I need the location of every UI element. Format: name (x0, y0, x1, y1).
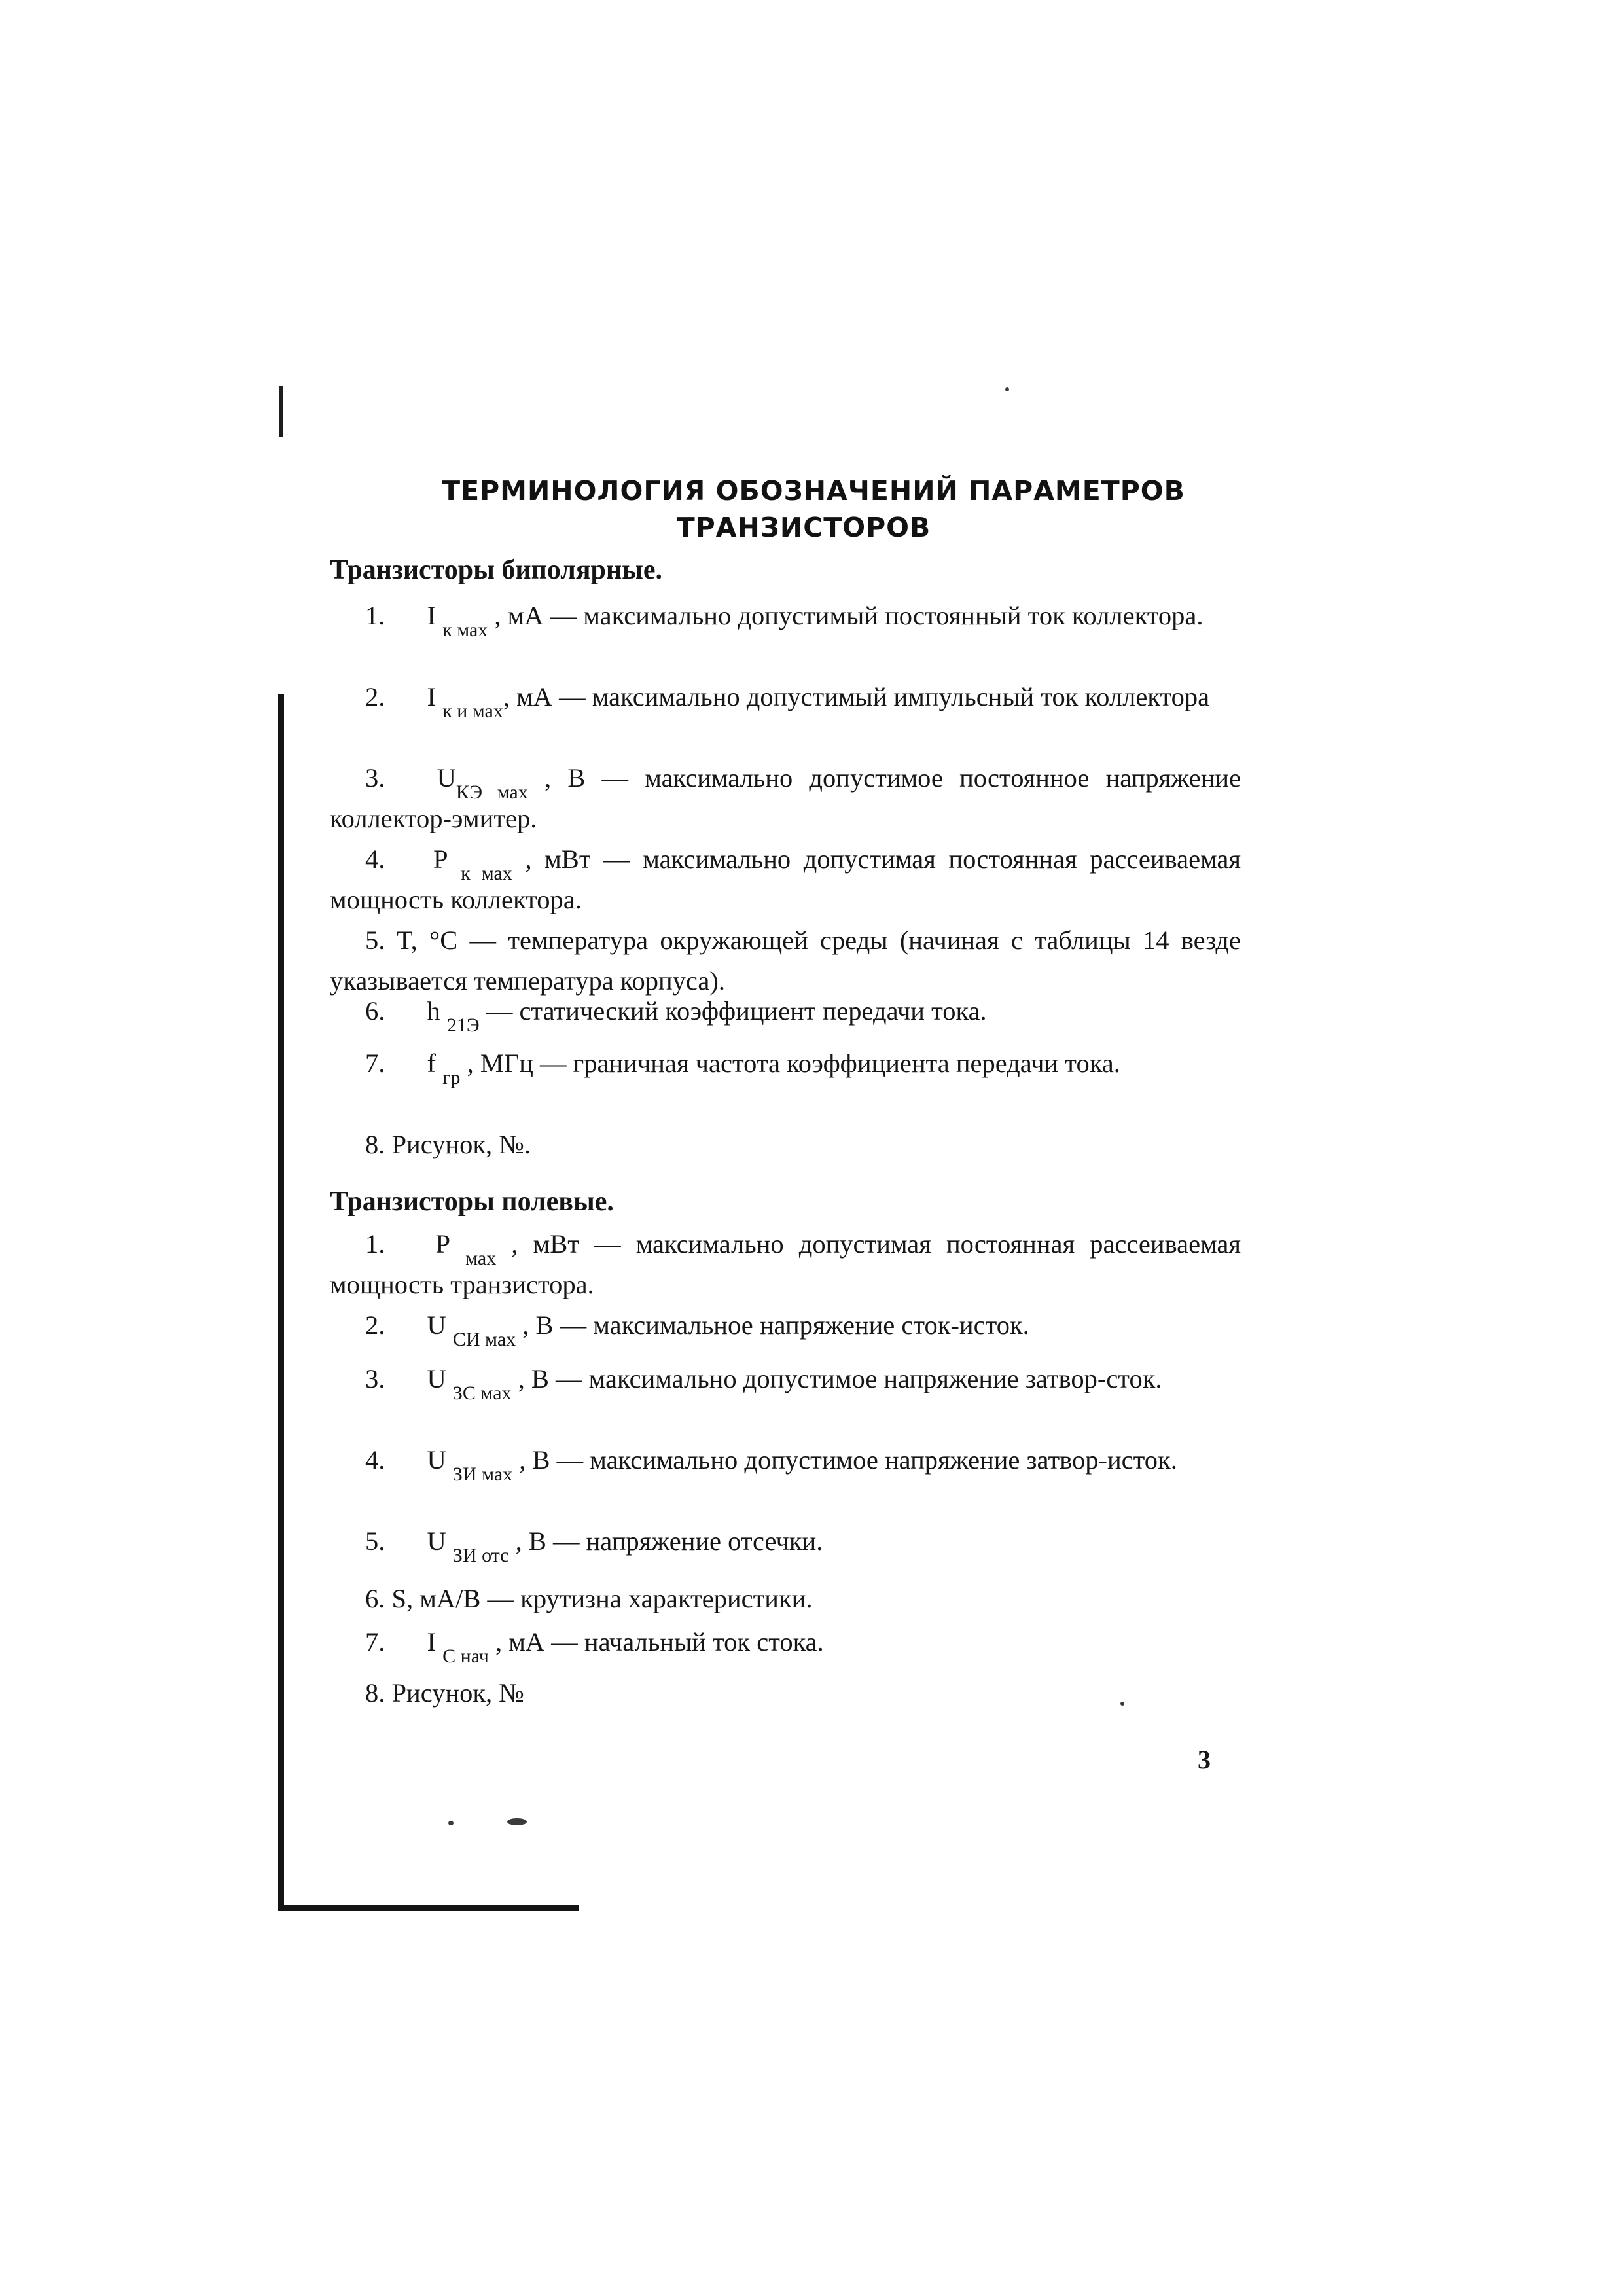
param-symbol: U (427, 1526, 446, 1556)
bipolar-item-5 (330, 920, 1241, 1001)
param-symbol: U (427, 1364, 446, 1393)
item-number: 5. (365, 925, 385, 955)
param-description: , В — максимально допустимое напряжение затвор-исток. (519, 1445, 1177, 1475)
param-description: , В — максимально допустимое напряжение затвор-сток. (518, 1364, 1162, 1393)
scan-speck (1005, 387, 1009, 391)
bipolar-item-1 (330, 596, 1241, 641)
item-number: 8. (365, 1130, 385, 1159)
field-item-6 (330, 1579, 1241, 1619)
param-description: , МГц — граничная частота коэффициента передачи тока. (467, 1049, 1120, 1078)
item-number: 1. (365, 601, 385, 630)
param-subscript: к мах (461, 863, 512, 884)
param-description: , мА — максимально допустимый постоянный ток коллектора. (494, 601, 1204, 630)
title-line-2: ТРАНЗИСТОРОВ (676, 512, 931, 543)
scan-speck (507, 1818, 527, 1825)
param-subscript: С нач (442, 1645, 489, 1667)
scan-speck (448, 1821, 454, 1825)
item-number: 4. (365, 844, 385, 874)
param-subscript: 21Э (446, 1014, 480, 1036)
param-subscript: КЭ мах (455, 781, 528, 803)
param-description: , В — напряжение отсечки. (515, 1526, 823, 1556)
param-description: , мА — начальный ток стока. (495, 1627, 824, 1657)
item-number: 3. (365, 763, 385, 793)
param-subscript: ЗИ мах (452, 1463, 513, 1485)
param-symbol: h (427, 996, 440, 1026)
item-number: 6. (365, 1584, 385, 1613)
param-description: Рисунок, №. (391, 1130, 531, 1159)
item-number: 4. (365, 1445, 385, 1475)
item-number: 2. (365, 1310, 385, 1340)
bipolar-item-7 (330, 1043, 1241, 1088)
param-symbol: I (427, 682, 436, 711)
param-symbol: f (427, 1049, 436, 1078)
bipolar-item-3 (330, 758, 1241, 839)
field-item-4 (330, 1440, 1241, 1485)
param-symbol: I (427, 601, 436, 630)
item-number: 3. (365, 1364, 385, 1393)
param-symbol: P (433, 844, 448, 874)
field-item-8 (330, 1673, 1241, 1713)
bipolar-item-6 (330, 991, 1241, 1036)
binding-mark-top (279, 386, 283, 437)
param-description: , мА — максимально допустимый импульсный ток коллектора (503, 682, 1210, 711)
bipolar-item-2 (330, 677, 1241, 722)
item-number: 8. (365, 1678, 385, 1708)
param-description: — статический коэффициент передачи тока. (486, 996, 987, 1026)
param-symbol: P (435, 1229, 451, 1259)
field-item-2 (330, 1305, 1241, 1350)
param-description: Рисунок, № (391, 1678, 524, 1708)
param-symbol: U (427, 1310, 446, 1340)
section-heading-bipolar: Транзисторы биполярные. (330, 555, 663, 585)
param-subscript: к мах (442, 619, 488, 641)
param-description: , В — максимальное напряжение сток-исток. (522, 1310, 1029, 1340)
item-number: 5. (365, 1526, 385, 1556)
item-number: 6. (365, 996, 385, 1026)
param-subscript: гр (442, 1067, 461, 1088)
page-number: 3 (1198, 1745, 1211, 1774)
param-subscript: СИ мах (452, 1329, 516, 1350)
bipolar-item-4 (330, 839, 1241, 920)
bipolar-item-8 (330, 1124, 1241, 1165)
field-item-1 (330, 1224, 1241, 1305)
item-number: 1. (365, 1229, 385, 1259)
title-line-1: ТЕРМИНОЛОГИЯ ОБОЗНАЧЕНИЙ ПАРАМЕТРОВ (442, 475, 1185, 507)
page-title (0, 473, 1623, 546)
section-heading-field: Транзисторы полевые. (330, 1187, 614, 1217)
param-symbol: I (427, 1627, 436, 1657)
binding-edge-foot (278, 1905, 579, 1911)
param-description: S, мА/В — крутизна характеристики. (391, 1584, 813, 1613)
field-item-5 (330, 1521, 1241, 1566)
param-description: , мВт — максимально допустимая постоянная рассеиваемая мощность транзистора. (330, 1229, 1241, 1299)
param-symbol: U (437, 763, 456, 793)
param-subscript: мах (465, 1247, 497, 1269)
item-number: 7. (365, 1049, 385, 1078)
param-subscript: к и мах (442, 700, 503, 722)
param-description: T, °С — температура окружающей среды (начиная с таблицы 14 везде указывается температура корпуса). (330, 925, 1241, 996)
binding-edge-line (278, 694, 284, 1911)
param-description: , мВт — максимально допустимая постоянная рассеиваемая мощность коллектора. (330, 844, 1241, 914)
param-subscript: ЗИ отс (452, 1545, 509, 1566)
param-symbol: U (427, 1445, 446, 1475)
param-subscript: ЗС мах (452, 1382, 512, 1404)
param-description: , В — максимально допустимое постоянное напряжение коллектор-эмитер. (330, 763, 1241, 833)
field-item-7 (330, 1622, 1241, 1667)
item-number: 2. (365, 682, 385, 711)
item-number: 7. (365, 1627, 385, 1657)
field-item-3 (330, 1359, 1241, 1404)
